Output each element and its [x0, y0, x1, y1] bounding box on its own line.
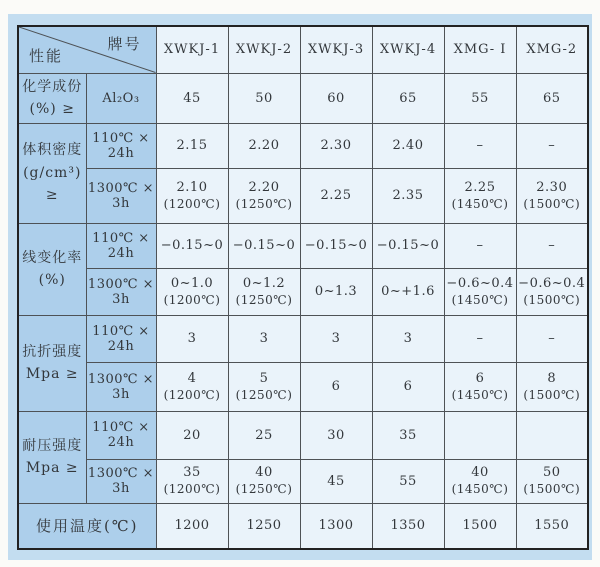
condition-cell: Al₂O₃ [86, 73, 156, 123]
condition-cell: 110℃ × 24h [86, 411, 156, 459]
data-cell [444, 411, 516, 459]
brand-header: XMG- Ⅰ [444, 26, 516, 73]
data-cell: 6 [300, 362, 372, 411]
data-cell: 1350 [372, 503, 444, 549]
cell-note: (1200℃) [163, 292, 221, 307]
data-cell [516, 459, 588, 503]
group-label-flexural-strength [18, 315, 86, 411]
data-cell [516, 268, 588, 315]
data-cell [228, 268, 300, 315]
data-cell: – [516, 123, 588, 168]
service-temperature-label: 使用温度(℃) [18, 503, 156, 549]
cell-value: 2.30 [536, 179, 568, 195]
cell-note: (1500℃) [523, 387, 581, 402]
cell-note: (1450℃) [451, 387, 509, 402]
cell-note: (1500℃) [523, 196, 581, 211]
table-row [18, 315, 588, 362]
data-cell: 1300 [300, 503, 372, 549]
group-label-line1: 化学成份 [22, 78, 83, 95]
group-label-line2: (g/cm³) ≥ [23, 164, 82, 204]
group-label-chemical [18, 73, 86, 123]
data-cell: −0.15~0 [300, 223, 372, 268]
data-cell: 30 [300, 411, 372, 459]
group-label-line2: (%) [38, 272, 66, 288]
data-cell [156, 168, 228, 223]
cell-value: 0~1.2 [242, 275, 286, 291]
brand-header: XWKJ-3 [300, 26, 372, 73]
data-cell: 1500 [444, 503, 516, 549]
data-cell: 3 [372, 315, 444, 362]
data-cell: 1550 [516, 503, 588, 549]
data-cell: 2.40 [372, 123, 444, 168]
data-cell: 3 [228, 315, 300, 362]
brand-header: XMG-2 [516, 26, 588, 73]
table-row [18, 362, 588, 411]
cell-note: (1250℃) [235, 196, 293, 211]
data-cell [516, 411, 588, 459]
data-cell: −0.15~0 [228, 223, 300, 268]
cell-value: 0~1.0 [170, 275, 214, 291]
cell-note: (1200℃) [163, 482, 221, 497]
data-cell: 65 [372, 73, 444, 123]
cell-note: (1200℃) [163, 196, 221, 211]
condition-cell: 1300℃ × 3h [86, 459, 156, 503]
cell-value: 6 [475, 370, 485, 386]
data-cell [516, 168, 588, 223]
data-cell [444, 168, 516, 223]
table-row [18, 459, 588, 503]
data-cell: 60 [300, 73, 372, 123]
condition-cell: 110℃ × 24h [86, 223, 156, 268]
data-cell [444, 459, 516, 503]
data-cell [228, 459, 300, 503]
data-cell: – [444, 223, 516, 268]
cell-note: (1250℃) [235, 292, 293, 307]
data-cell: 1250 [228, 503, 300, 549]
data-cell [444, 362, 516, 411]
data-cell: 55 [444, 73, 516, 123]
condition-cell: 1300℃ × 3h [86, 168, 156, 223]
condition-cell: 1300℃ × 3h [86, 268, 156, 315]
cell-note: (1250℃) [235, 387, 293, 402]
cell-value: 2.25 [464, 179, 496, 195]
data-cell: 3 [156, 315, 228, 362]
data-cell: 55 [372, 459, 444, 503]
data-cell: 0~+1.6 [372, 268, 444, 315]
cell-value: −0.6~0.4 [446, 275, 514, 291]
data-cell: 45 [156, 73, 228, 123]
data-cell: 2.30 [300, 123, 372, 168]
cell-note: (1450℃) [451, 292, 509, 307]
corner-cell [18, 26, 156, 73]
cell-value: 8 [547, 370, 557, 386]
cell-value: 2.20 [248, 179, 280, 195]
table-row [18, 223, 588, 268]
table-row [18, 123, 588, 168]
data-cell: – [516, 315, 588, 362]
data-cell: −0.15~0 [156, 223, 228, 268]
data-cell: 2.35 [372, 168, 444, 223]
data-cell: 20 [156, 411, 228, 459]
group-label-bulk-density [18, 123, 86, 223]
cell-note: (1200℃) [163, 387, 221, 402]
corner-label-property: 性能 [29, 46, 64, 65]
brand-header: XWKJ-2 [228, 26, 300, 73]
data-cell: 3 [300, 315, 372, 362]
group-label-line1: 抗折强度 [22, 343, 83, 360]
spec-table [17, 25, 589, 550]
table-row [18, 168, 588, 223]
cell-note: (1250℃) [235, 482, 293, 497]
data-cell: 35 [372, 411, 444, 459]
cell-value: 4 [187, 370, 197, 386]
cell-value: −0.6~0.4 [518, 275, 586, 291]
cell-value: 40 [471, 465, 489, 481]
data-cell [516, 362, 588, 411]
data-cell: 25 [228, 411, 300, 459]
data-cell: −0.15~0 [372, 223, 444, 268]
cell-note: (1450℃) [451, 196, 509, 211]
data-cell: – [444, 315, 516, 362]
cell-value: 35 [183, 465, 201, 481]
condition-cell: 110℃ × 24h [86, 315, 156, 362]
data-cell: – [444, 123, 516, 168]
group-label-linear-change [18, 223, 86, 315]
cell-value: 40 [255, 465, 273, 481]
data-cell: 0~1.3 [300, 268, 372, 315]
data-cell: 50 [228, 73, 300, 123]
data-cell [444, 268, 516, 315]
corner-label-brand: 牌号 [107, 35, 142, 53]
table-row [18, 73, 588, 123]
group-label-line1: 耐压强度 [22, 437, 83, 454]
group-label-line2: (%) ≥ [29, 101, 75, 117]
group-label-compressive-strength [18, 411, 86, 503]
cell-note: (1500℃) [523, 292, 581, 307]
data-cell: 2.15 [156, 123, 228, 168]
cell-value: 50 [542, 465, 561, 481]
group-label-line1: 线变化率 [22, 249, 83, 266]
data-cell: – [516, 223, 588, 268]
data-cell: 2.20 [228, 123, 300, 168]
brand-header: XWKJ-1 [156, 26, 228, 73]
scan-background-panel [8, 14, 592, 560]
data-cell: 65 [516, 73, 588, 123]
group-label-line1: 体积密度 [22, 142, 83, 159]
data-cell [156, 362, 228, 411]
brand-header: XWKJ-4 [372, 26, 444, 73]
cell-value: 5 [259, 370, 269, 386]
cell-value: 2.10 [176, 179, 208, 195]
data-cell [156, 459, 228, 503]
data-cell: 2.25 [300, 168, 372, 223]
condition-cell: 110℃ × 24h [86, 123, 156, 168]
data-cell: 1200 [156, 503, 228, 549]
cell-note: (1450℃) [451, 482, 509, 497]
data-cell [228, 168, 300, 223]
data-cell: 45 [300, 459, 372, 503]
data-cell [228, 362, 300, 411]
footer-row [18, 503, 588, 549]
table-row [18, 268, 588, 315]
header-row [18, 26, 588, 73]
data-cell [156, 268, 228, 315]
condition-cell: 1300℃ × 3h [86, 362, 156, 411]
group-label-line2: Mpa ≥ [25, 366, 79, 382]
table-row [18, 411, 588, 459]
cell-note: (1500℃) [523, 482, 581, 497]
data-cell: 6 [372, 362, 444, 411]
group-label-line2: Mpa ≥ [25, 460, 79, 476]
